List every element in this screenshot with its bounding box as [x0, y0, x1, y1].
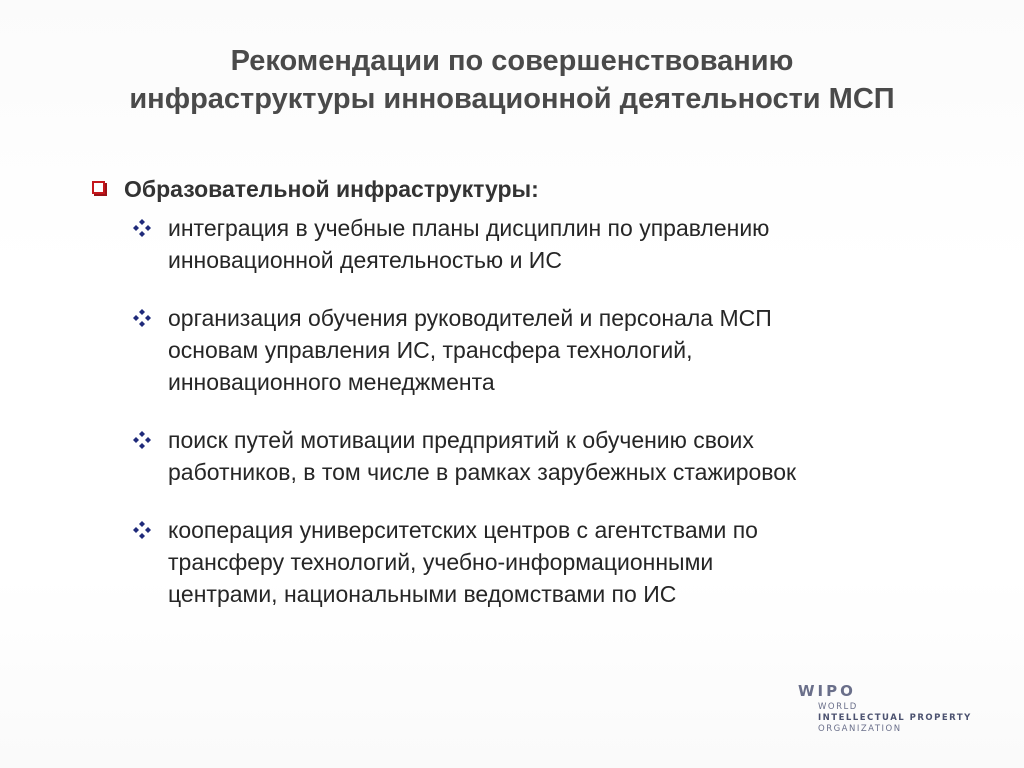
list-item-text: организация обучения руководителей и персонала МСП: [168, 305, 772, 331]
list-item-text: интеграция в учебные планы дисциплин по управлению: [168, 215, 770, 241]
wipo-logo: [798, 682, 998, 742]
four-diamond-icon: [132, 308, 152, 328]
list-item: [132, 302, 962, 398]
list-item: [132, 424, 962, 488]
section-title: Образовательной инфраструктуры:: [124, 176, 539, 202]
section-heading: [92, 174, 972, 206]
list-item-text: трансферу технологий, учебно-информационными: [168, 549, 714, 575]
list-item-text: центрами, национальными ведомствами по ИС: [168, 581, 677, 607]
list-item: [132, 514, 962, 610]
four-diamond-icon: [132, 218, 152, 238]
four-diamond-icon: [132, 520, 152, 540]
list-item-text: основам управления ИС, трансфера технологий,: [168, 337, 693, 363]
section-educational-infrastructure: [92, 174, 972, 607]
list-item-text: работников, в том числе в рамках зарубежных стажировок: [168, 459, 797, 485]
logo-text-line: WORLD: [818, 702, 858, 712]
checkbox-square-icon: [92, 181, 105, 194]
title-line: Рекомендации по совершенствованию: [230, 45, 794, 77]
four-diamond-icon: [132, 430, 152, 450]
title-line: инфраструктуры инновационной деятельности МСП: [129, 83, 895, 115]
logo-text-line: ORGANIZATION: [818, 724, 902, 734]
logo-mark: WIPO: [798, 682, 856, 700]
list-item-text: инновационного менеджмента: [168, 369, 495, 395]
logo-text-line: INTELLECTUAL PROPERTY: [818, 713, 972, 723]
list-item-text: кооперация университетских центров с агентствами по: [168, 517, 758, 543]
list-item-text: инновационной деятельностью и ИС: [168, 247, 562, 273]
list-item-text: поиск путей мотивации предприятий к обучению своих: [168, 427, 754, 453]
bullet-list: [132, 212, 962, 610]
slide-title: [40, 42, 984, 118]
list-item: [132, 212, 962, 276]
